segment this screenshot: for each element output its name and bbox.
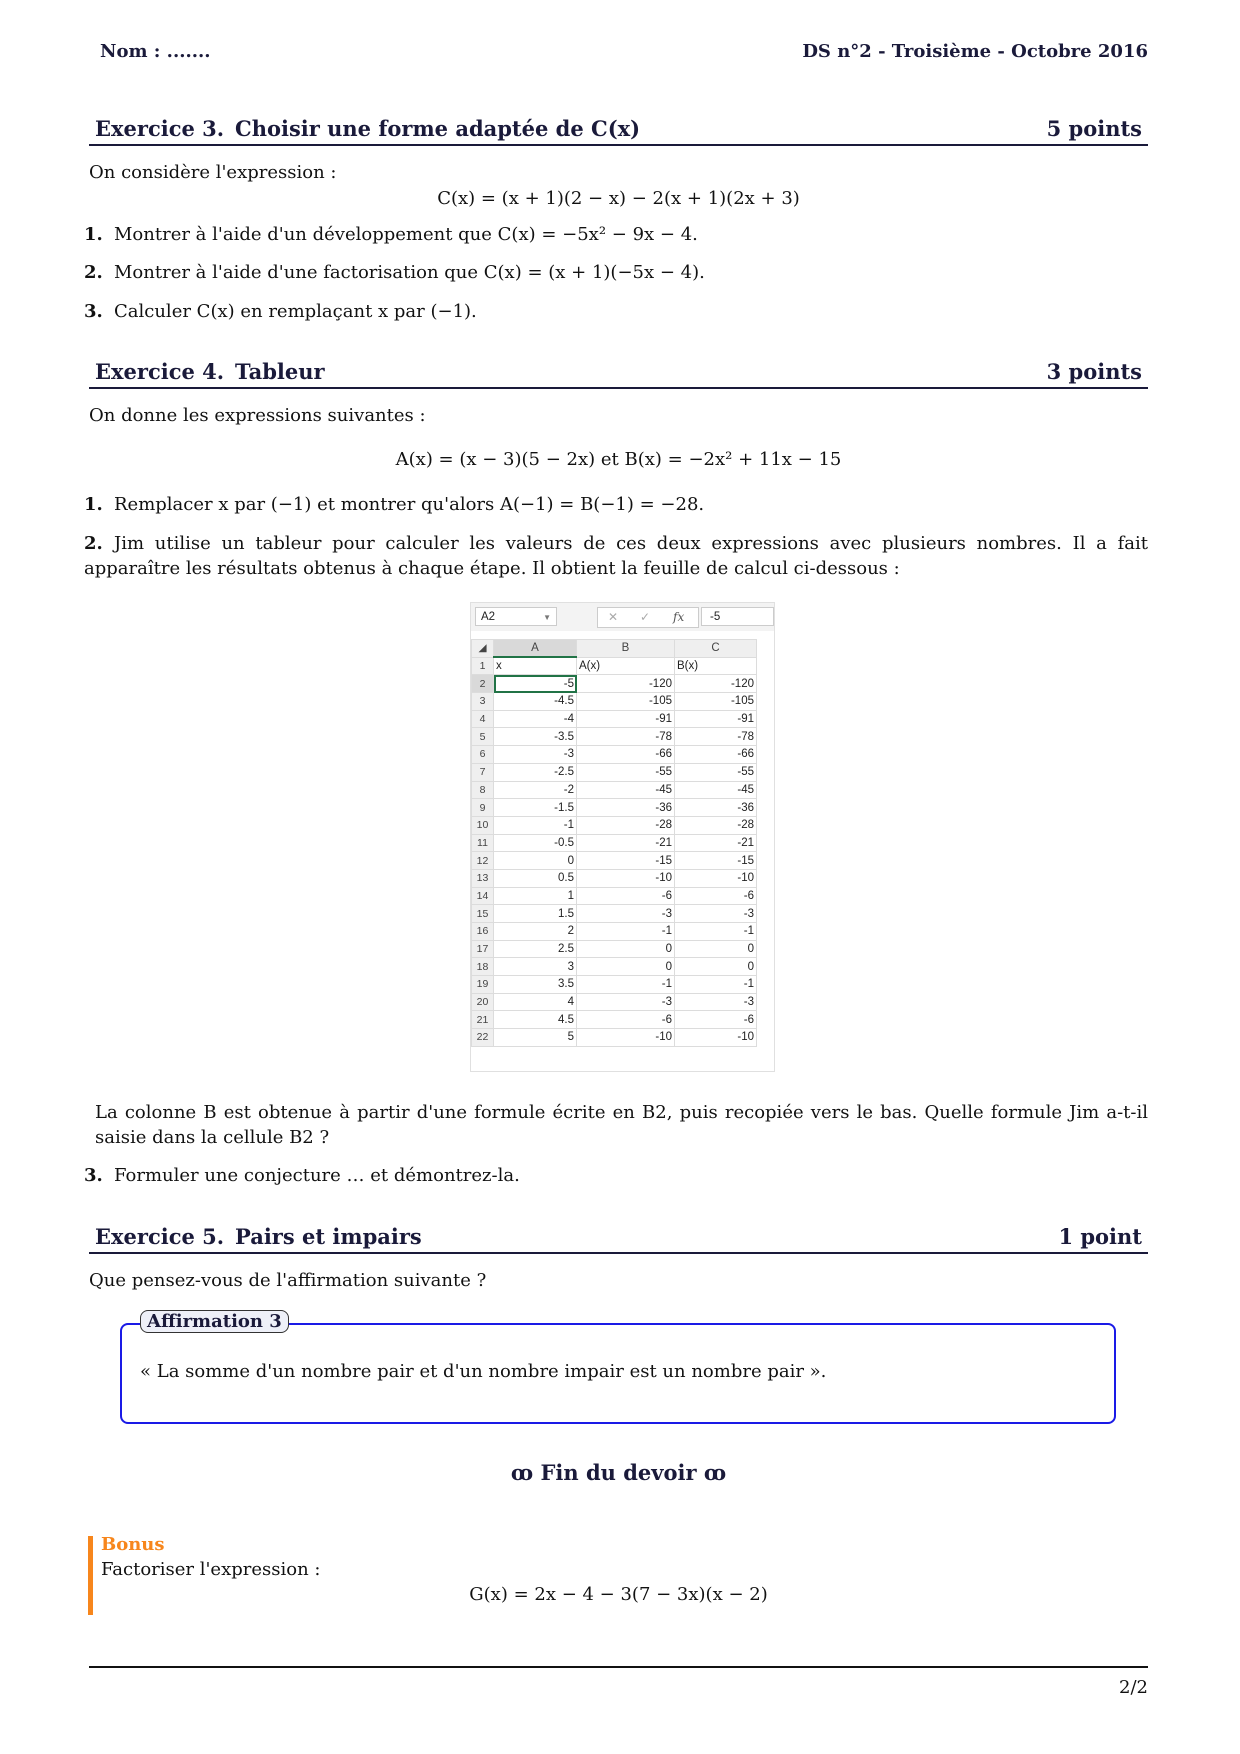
fx-icon: fx [673,610,685,624]
exercise-number: Exercice 3. [95,116,225,141]
exercise-heading: Tableur [235,359,325,384]
ex4-q2 [84,531,1148,581]
cell[interactable]: -45 [577,781,675,799]
name-box [475,607,557,626]
cell[interactable]: -6 [577,1011,675,1029]
row-header[interactable]: 18 [472,958,494,976]
ex4-intro: On donne les expressions suivantes : [89,405,426,426]
row-header[interactable]: 15 [472,905,494,923]
footer-rule [89,1666,1148,1668]
name-box-value: A2 [481,611,496,623]
column-headers [472,640,757,658]
cell[interactable]: 3.5 [494,976,577,994]
cell[interactable]: -10 [675,869,757,887]
exercise-number: Exercice 5. [95,1224,225,1249]
table-row [472,940,757,958]
table-row [472,781,757,799]
exercise-points: 1 point [1058,1224,1142,1249]
cell[interactable]: -15 [577,852,675,870]
cell[interactable]: 2.5 [494,940,577,958]
cell[interactable]: -105 [675,693,757,711]
cell[interactable]: -0.5 [494,834,577,852]
select-all[interactable]: ◢ [472,640,494,658]
cell[interactable]: 0 [577,958,675,976]
cell[interactable]: 0 [494,852,577,870]
exercise-4-title [89,359,1148,389]
exercise-5-title [89,1224,1148,1254]
page-number: 2/2 [1119,1677,1148,1698]
cell[interactable]: -36 [577,799,675,817]
spreadsheet-screenshot [470,602,775,1072]
row-header[interactable]: 17 [472,940,494,958]
table-row [472,923,757,941]
bonus-label: Bonus [101,1534,165,1555]
row-header[interactable]: 10 [472,816,494,834]
q-text: Montrer à l'aide d'un développement que C(x) = −5x² − 9x − 4. [114,224,698,245]
dropdown-icon: ▼ [543,613,551,622]
cell[interactable]: -28 [577,816,675,834]
ex3-q1 [84,222,1148,247]
cell[interactable]: -1 [675,976,757,994]
ex3-intro: On considère l'expression : [89,162,337,183]
table-row [472,993,757,1011]
row-header[interactable]: 11 [472,834,494,852]
table-row [472,693,757,711]
q-number: 1. [84,224,103,245]
ornament-right-icon: ꝏ [703,1460,727,1485]
end-of-test [89,1460,1148,1485]
cell[interactable]: -120 [577,675,675,693]
q-number: 3. [84,301,103,322]
exercise-heading: Choisir une forme adaptée de C(x) [235,116,641,141]
cell[interactable]: -66 [675,746,757,764]
table-row [472,958,757,976]
cell[interactable]: -10 [675,1029,757,1047]
end-label: Fin du devoir [540,1460,697,1485]
ex4-q1 [84,492,1148,517]
ex3-formula: C(x) = (x + 1)(2 − x) − 2(x + 1)(2x + 3) [437,188,800,209]
cell[interactable]: B(x) [675,657,757,675]
ex3-q3 [84,299,1148,324]
cell[interactable]: 0 [577,940,675,958]
cell[interactable]: -6 [577,887,675,905]
q-text: Formuler une conjecture … et démontrez-la. [114,1165,520,1186]
table-row [472,852,757,870]
cell[interactable]: -21 [577,834,675,852]
row-header[interactable]: 22 [472,1029,494,1047]
table-row [472,799,757,817]
cell[interactable]: -21 [675,834,757,852]
exercise-number: Exercice 4. [95,359,225,384]
row-header[interactable]: 2 [472,675,494,693]
cell[interactable]: -55 [675,763,757,781]
cell[interactable]: -78 [675,728,757,746]
cell[interactable]: 0.5 [494,869,577,887]
table-row [472,763,757,781]
cell[interactable]: -66 [577,746,675,764]
table-row [472,834,757,852]
q-number: 3. [84,1165,103,1186]
table-row [472,887,757,905]
cell[interactable]: -1 [577,923,675,941]
row-header[interactable]: 3 [472,693,494,711]
cell[interactable]: -10 [577,1029,675,1047]
exercise-points: 5 points [1046,116,1142,141]
cell[interactable]: -1 [577,976,675,994]
cell[interactable]: 0 [675,958,757,976]
column-header[interactable]: B [577,640,675,658]
cell[interactable]: -78 [577,728,675,746]
ex5-intro: Que pensez-vous de l'affirmation suivante ? [89,1270,487,1291]
cell[interactable]: -28 [675,816,757,834]
row-header[interactable]: 5 [472,728,494,746]
bonus-text: Factoriser l'expression : [101,1559,321,1580]
column-header[interactable]: C [675,640,757,658]
cell[interactable]: -4 [494,710,577,728]
row-header[interactable]: 20 [472,993,494,1011]
row-header[interactable]: 6 [472,746,494,764]
q-text: Montrer à l'aide d'une factorisation que C(x) = (x + 1)(−5x − 4). [114,262,705,283]
row-header[interactable]: 1 [472,657,494,675]
cell[interactable]: -3.5 [494,728,577,746]
cell[interactable]: -3 [494,746,577,764]
cell[interactable]: -6 [675,887,757,905]
table-row [472,746,757,764]
q-number: 1. [84,494,103,515]
cell[interactable]: -15 [675,852,757,870]
cell[interactable]: -1 [494,816,577,834]
column-header[interactable]: A [494,640,577,658]
table-row [472,816,757,834]
row-header[interactable]: 8 [472,781,494,799]
cell[interactable]: 2 [494,923,577,941]
cell[interactable]: 5 [494,1029,577,1047]
formula-value: -5 [701,607,774,626]
table-row [472,905,757,923]
cell[interactable]: -1 [675,923,757,941]
cell[interactable]: -2.5 [494,763,577,781]
q-text: Jim utilise un tableur pour calculer les valeurs de ces deux expressions avec plusieurs nombres. Il a fait apparaître les résultats obtenus à chaque étape. Il obtient la feuille de calcul ci-dessous : [84,533,1148,579]
table-row [472,710,757,728]
test-info: DS n°2 - Troisième - Octobre 2016 [802,41,1148,62]
formula-buttons [597,607,699,628]
cell[interactable]: 1.5 [494,905,577,923]
cell[interactable]: -6 [675,1011,757,1029]
row-header[interactable]: 14 [472,887,494,905]
row-header[interactable]: 7 [472,763,494,781]
cell[interactable]: -4.5 [494,693,577,711]
cell[interactable]: -1.5 [494,799,577,817]
cell[interactable]: -3 [577,905,675,923]
cell[interactable]: -36 [675,799,757,817]
cell[interactable]: 4 [494,993,577,1011]
ex3-q2 [84,260,1148,285]
row-header[interactable]: 21 [472,1011,494,1029]
formula-bar [471,603,774,631]
table-row [472,728,757,746]
row-header[interactable]: 9 [472,799,494,817]
check-icon: ✓ [640,610,651,624]
cell[interactable]: -10 [577,869,675,887]
cell[interactable]: 4.5 [494,1011,577,1029]
cell[interactable]: -5 [494,675,577,693]
table-row [472,976,757,994]
cell[interactable]: -45 [675,781,757,799]
table-row [472,869,757,887]
row-header[interactable]: 19 [472,976,494,994]
cell[interactable]: -3 [577,993,675,1011]
ex4-sheet-question: La colonne B est obtenue à partir d'une formule écrite en B2, puis recopiée vers le bas. Quelle formule Jim a-t-il saisie dans la cellule B2 ? [95,1102,1148,1148]
row-header[interactable]: 12 [472,852,494,870]
q-text: Calculer C(x) en remplaçant x par (−1). [114,301,477,322]
cell[interactable]: -2 [494,781,577,799]
cell[interactable]: 1 [494,887,577,905]
sheet-grid [471,639,757,1047]
table-row [472,1011,757,1029]
row-header[interactable]: 4 [472,710,494,728]
exercise-3-title [89,116,1148,146]
ornament-left-icon: ꝏ [510,1460,541,1485]
ex4-q3 [84,1163,1148,1188]
cell[interactable]: 3 [494,958,577,976]
cancel-icon: ✕ [608,610,619,624]
cell[interactable]: -91 [675,710,757,728]
cell[interactable]: -55 [577,763,675,781]
cell[interactable]: x [494,657,577,675]
q-number: 2. [84,533,103,554]
cell[interactable]: -91 [577,710,675,728]
table-row [472,675,757,693]
row-header[interactable]: 16 [472,923,494,941]
table-row [472,657,757,675]
cell[interactable]: -120 [675,675,757,693]
q-text: Remplacer x par (−1) et montrer qu'alors A(−1) = B(−1) = −28. [114,494,705,515]
exercise-heading: Pairs et impairs [235,1224,422,1249]
exercise-points: 3 points [1046,359,1142,384]
affirmation-text: « La somme d'un nombre pair et d'un nombre impair est un nombre pair ». [140,1361,827,1382]
affirmation-label: Affirmation 3 [140,1310,289,1333]
bonus-formula: G(x) = 2x − 4 − 3(7 − 3x)(x − 2) [469,1584,768,1605]
row-header[interactable]: 13 [472,869,494,887]
cell[interactable]: -3 [675,993,757,1011]
cell[interactable]: -105 [577,693,675,711]
cell[interactable]: A(x) [577,657,675,675]
cell[interactable]: 0 [675,940,757,958]
ex4-formula: A(x) = (x − 3)(5 − 2x) et B(x) = −2x² + 11x − 15 [395,449,842,470]
student-name: Nom : ....... [100,41,211,62]
table-row [472,1029,757,1047]
cell[interactable]: -3 [675,905,757,923]
q-number: 2. [84,262,103,283]
